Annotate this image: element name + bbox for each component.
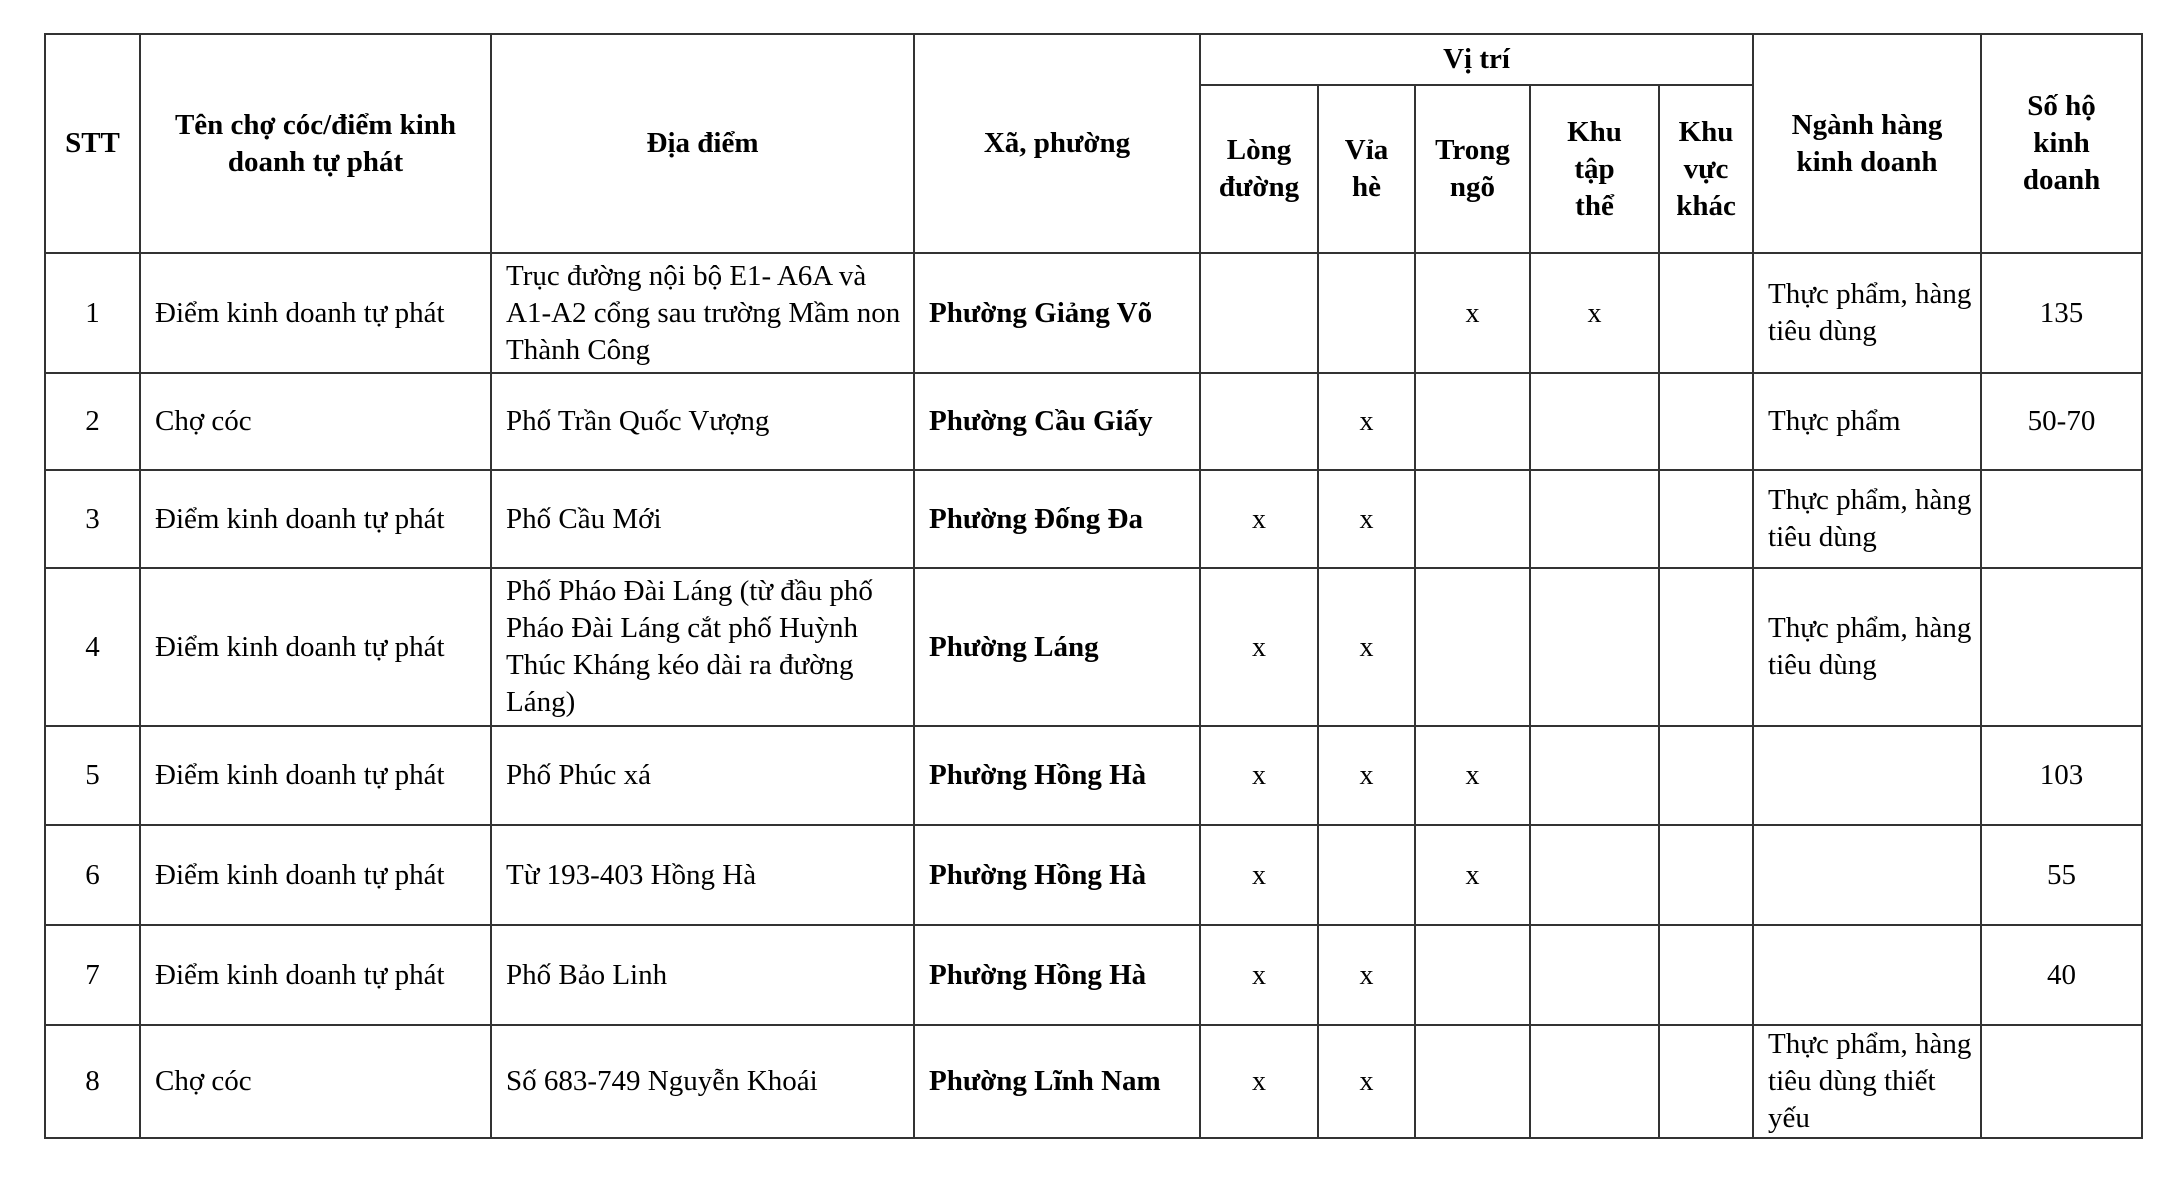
cell-ward: Phường Đống Đa bbox=[914, 470, 1200, 568]
cell-position-collective-area bbox=[1530, 825, 1659, 925]
cell-position-sidewalk: x bbox=[1318, 568, 1415, 726]
cell-position-other-area bbox=[1659, 253, 1753, 373]
cell-position-collective-area: x bbox=[1530, 253, 1659, 373]
cell-position-collective-area bbox=[1530, 1025, 1659, 1138]
cell-location: Phố Bảo Linh bbox=[491, 925, 914, 1025]
header-position-sidewalk: Vỉa hè bbox=[1318, 85, 1415, 253]
table-row bbox=[45, 253, 2142, 373]
cell-position-alley: x bbox=[1415, 253, 1530, 373]
header-households: Số hộ kinh doanh bbox=[1981, 34, 2142, 253]
cell-position-sidewalk bbox=[1318, 825, 1415, 925]
cell-stt: 2 bbox=[45, 373, 140, 470]
cell-goods bbox=[1753, 925, 1981, 1025]
cell-position-collective-area bbox=[1530, 726, 1659, 825]
header-goods: Ngành hàng kinh doanh bbox=[1753, 34, 1981, 253]
table-row bbox=[45, 925, 2142, 1025]
document-table-container bbox=[44, 33, 2143, 1139]
cell-households bbox=[1981, 470, 2142, 568]
cell-position-other-area bbox=[1659, 925, 1753, 1025]
cell-position-sidewalk bbox=[1318, 253, 1415, 373]
cell-position-collective-area bbox=[1530, 925, 1659, 1025]
cell-goods: Thực phẩm, hàng tiêu dùng thiết yếu bbox=[1753, 1025, 1981, 1138]
header-stt: STT bbox=[45, 34, 140, 253]
cell-position-road bbox=[1200, 373, 1318, 470]
cell-position-other-area bbox=[1659, 825, 1753, 925]
cell-name: Điểm kinh doanh tự phát bbox=[140, 568, 491, 726]
cell-ward: Phường Cầu Giấy bbox=[914, 373, 1200, 470]
cell-stt: 5 bbox=[45, 726, 140, 825]
header-ward: Xã, phường bbox=[914, 34, 1200, 253]
cell-position-road: x bbox=[1200, 470, 1318, 568]
cell-stt: 7 bbox=[45, 925, 140, 1025]
table-row bbox=[45, 825, 2142, 925]
cell-name: Chợ cóc bbox=[140, 1025, 491, 1138]
cell-position-other-area bbox=[1659, 726, 1753, 825]
cell-position-collective-area bbox=[1530, 373, 1659, 470]
header-position-group: Vị trí bbox=[1200, 34, 1753, 85]
cell-households: 55 bbox=[1981, 825, 2142, 925]
cell-ward: Phường Láng bbox=[914, 568, 1200, 726]
cell-ward: Phường Giảng Võ bbox=[914, 253, 1200, 373]
cell-position-sidewalk: x bbox=[1318, 1025, 1415, 1138]
cell-location: Trục đường nội bộ E1- A6A và A1-A2 cổng sau trường Mầm non Thành Công bbox=[491, 253, 914, 373]
cell-location: Số 683-749 Nguyễn Khoái bbox=[491, 1025, 914, 1138]
cell-position-road: x bbox=[1200, 1025, 1318, 1138]
cell-households bbox=[1981, 568, 2142, 726]
cell-name: Điểm kinh doanh tự phát bbox=[140, 253, 491, 373]
header-position-collective-area: Khu tập thể bbox=[1530, 85, 1659, 253]
cell-name: Điểm kinh doanh tự phát bbox=[140, 925, 491, 1025]
cell-position-collective-area bbox=[1530, 470, 1659, 568]
cell-stt: 1 bbox=[45, 253, 140, 373]
cell-stt: 3 bbox=[45, 470, 140, 568]
header-name: Tên chợ cóc/điểm kinh doanh tự phát bbox=[140, 34, 491, 253]
cell-position-other-area bbox=[1659, 1025, 1753, 1138]
cell-ward: Phường Lĩnh Nam bbox=[914, 1025, 1200, 1138]
cell-households: 103 bbox=[1981, 726, 2142, 825]
cell-stt: 6 bbox=[45, 825, 140, 925]
cell-households: 50-70 bbox=[1981, 373, 2142, 470]
header-position-alley: Trong ngõ bbox=[1415, 85, 1530, 253]
cell-position-alley bbox=[1415, 568, 1530, 726]
cell-location: Phố Pháo Đài Láng (từ đầu phố Pháo Đài Láng cắt phố Huỳnh Thúc Kháng kéo dài ra đường Láng) bbox=[491, 568, 914, 726]
cell-position-road: x bbox=[1200, 726, 1318, 825]
cell-goods: Thực phẩm, hàng tiêu dùng bbox=[1753, 470, 1981, 568]
cell-stt: 4 bbox=[45, 568, 140, 726]
cell-position-alley bbox=[1415, 470, 1530, 568]
cell-goods: Thực phẩm bbox=[1753, 373, 1981, 470]
cell-position-sidewalk: x bbox=[1318, 925, 1415, 1025]
cell-position-other-area bbox=[1659, 373, 1753, 470]
table-body bbox=[45, 253, 2142, 1138]
cell-households: 135 bbox=[1981, 253, 2142, 373]
cell-position-other-area bbox=[1659, 568, 1753, 726]
cell-position-alley bbox=[1415, 1025, 1530, 1138]
cell-position-alley bbox=[1415, 925, 1530, 1025]
cell-position-sidewalk: x bbox=[1318, 373, 1415, 470]
cell-goods: Thực phẩm, hàng tiêu dùng bbox=[1753, 568, 1981, 726]
cell-position-road: x bbox=[1200, 925, 1318, 1025]
cell-position-other-area bbox=[1659, 470, 1753, 568]
cell-ward: Phường Hồng Hà bbox=[914, 925, 1200, 1025]
cell-name: Điểm kinh doanh tự phát bbox=[140, 726, 491, 825]
cell-location: Phố Cầu Mới bbox=[491, 470, 914, 568]
cell-position-alley: x bbox=[1415, 825, 1530, 925]
cell-position-collective-area bbox=[1530, 568, 1659, 726]
cell-goods bbox=[1753, 825, 1981, 925]
header-location: Địa điểm bbox=[491, 34, 914, 253]
cell-position-sidewalk: x bbox=[1318, 470, 1415, 568]
table-header bbox=[45, 34, 2142, 253]
cell-location: Phố Trần Quốc Vượng bbox=[491, 373, 914, 470]
cell-position-alley: x bbox=[1415, 726, 1530, 825]
cell-households: 40 bbox=[1981, 925, 2142, 1025]
header-position-other-area: Khu vực khác bbox=[1659, 85, 1753, 253]
cell-position-sidewalk: x bbox=[1318, 726, 1415, 825]
cell-stt: 8 bbox=[45, 1025, 140, 1138]
cell-name: Điểm kinh doanh tự phát bbox=[140, 470, 491, 568]
cell-position-road bbox=[1200, 253, 1318, 373]
cell-ward: Phường Hồng Hà bbox=[914, 825, 1200, 925]
cell-ward: Phường Hồng Hà bbox=[914, 726, 1200, 825]
cell-position-road: x bbox=[1200, 825, 1318, 925]
table-row bbox=[45, 726, 2142, 825]
markets-table bbox=[44, 33, 2143, 1139]
table-row bbox=[45, 470, 2142, 568]
table-row bbox=[45, 373, 2142, 470]
cell-goods bbox=[1753, 726, 1981, 825]
cell-households bbox=[1981, 1025, 2142, 1138]
cell-goods: Thực phẩm, hàng tiêu dùng bbox=[1753, 253, 1981, 373]
cell-name: Điểm kinh doanh tự phát bbox=[140, 825, 491, 925]
cell-name: Chợ cóc bbox=[140, 373, 491, 470]
table-row bbox=[45, 1025, 2142, 1138]
table-row bbox=[45, 568, 2142, 726]
cell-location: Từ 193-403 Hồng Hà bbox=[491, 825, 914, 925]
cell-position-road: x bbox=[1200, 568, 1318, 726]
cell-location: Phố Phúc xá bbox=[491, 726, 914, 825]
header-position-road: Lòng đường bbox=[1200, 85, 1318, 253]
cell-position-alley bbox=[1415, 373, 1530, 470]
